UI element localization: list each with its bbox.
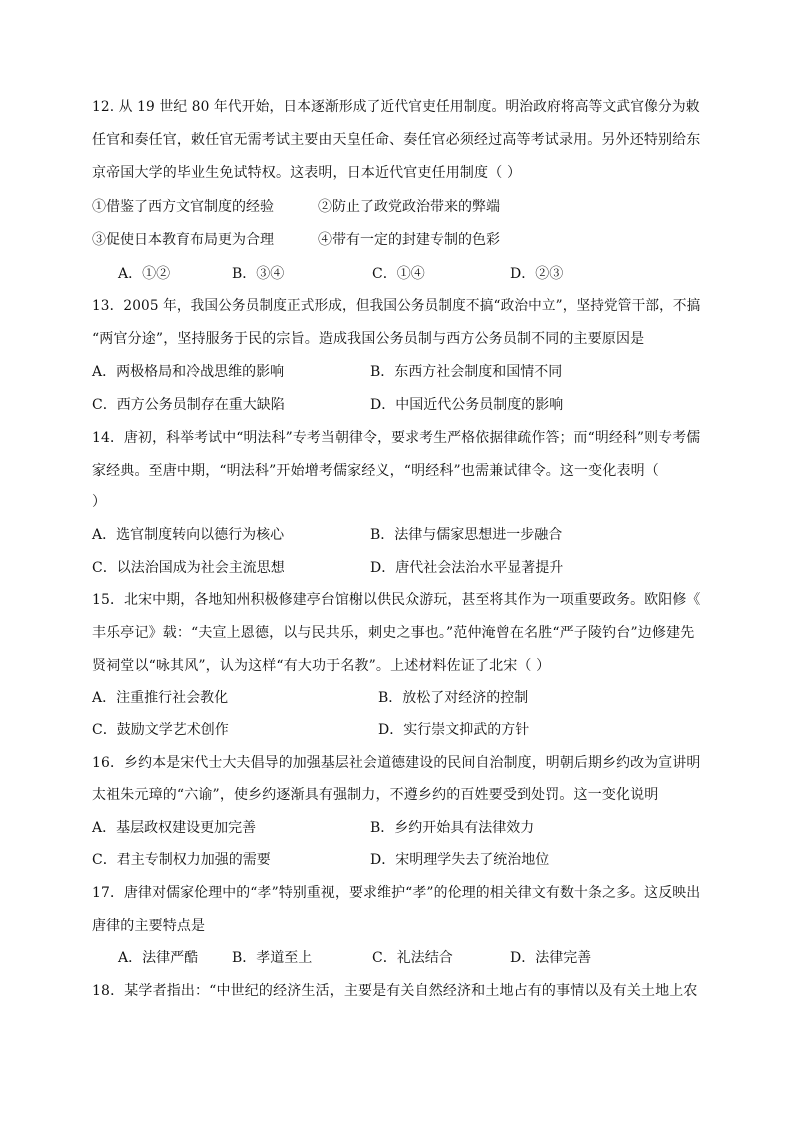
q12-item-3: ③促使日本教育布局更为合理 xyxy=(92,232,274,248)
q14-option-b[interactable]: B．法律与儒家思想进一步融合 xyxy=(370,527,563,543)
q15-option-a[interactable]: A．注重推行社会教化 xyxy=(92,690,229,706)
q17-option-b[interactable]: B．孝道至上 xyxy=(232,950,313,966)
q12-option-c[interactable]: C．①④ xyxy=(372,266,425,282)
q13-option-a[interactable]: A．两极格局和冷战思维的影响 xyxy=(92,364,285,380)
q12-option-d[interactable]: D．②③ xyxy=(510,266,564,282)
q14-option-d[interactable]: D．唐代社会法治水平显著提升 xyxy=(370,560,564,576)
q17-stem-line-2: 唐律的主要特点是 xyxy=(92,918,206,934)
q13-option-d[interactable]: D．中国近代公务员制度的影响 xyxy=(370,397,564,413)
q17-option-c[interactable]: C．礼法结合 xyxy=(372,950,453,966)
q12-stem-line-3: 京帝国大学的毕业生免试特权。这表明，日本近代官吏任用制度（ ） xyxy=(92,165,522,181)
q16-option-d[interactable]: D．宋明理学失去了统治地位 xyxy=(370,852,550,868)
q16-stem-line-1: 16．乡约本是宋代士大夫倡导的加强基层社会道德建设的民间自治制度，明朝后期乡约改为宣讲明 xyxy=(92,755,701,771)
q12-item-4: ④带有一定的封建专制的色彩 xyxy=(318,232,500,248)
q12-item-2: ②防止了政党政治带来的弊端 xyxy=(318,199,500,215)
q15-stem-line-2: 丰乐亭记》载：“夫宣上恩德，以与民共乐，刺史之事也。”范仲淹曾在名胜“严子陵钓台”边修建先 xyxy=(92,625,695,641)
q17-stem-line-1: 17．唐律对儒家伦理中的“孝”特别重视，要求维护“孝”的伦理的相关律文有数十条之多。这反映出 xyxy=(92,885,701,901)
q12-stem-line-2: 任官和奏任官，敕任官无需考试主要由天皇任命、奏任官必须经过高等考试录用。另外还特别给东 xyxy=(92,132,701,148)
q17-option-d[interactable]: D．法律完善 xyxy=(510,950,592,966)
q12-option-b[interactable]: B．③④ xyxy=(232,266,285,282)
q15-option-c[interactable]: C．鼓励文学艺术创作 xyxy=(92,722,229,738)
q15-stem-line-1: 15．北宋中期，各地知州积极修建亭台馆榭以供民众游玩，甚至将其作为一项重要政务。欧阳修《 xyxy=(92,592,701,608)
q14-option-c[interactable]: C．以法治国成为社会主流思想 xyxy=(92,560,285,576)
q12-option-a[interactable]: A．①② xyxy=(118,266,171,282)
q15-stem-line-3: 贤祠堂以“咏其风”，认为这样“有大功于名教”。上述材料佐证了北宋（ ） xyxy=(92,658,551,674)
q16-stem-line-2: 太祖朱元璋的“六谕”，使乡约逐渐具有强制力，不遵乡约的百姓要受到处罚。这一变化说明 xyxy=(92,787,659,803)
q14-option-a[interactable]: A．选官制度转向以德行为核心 xyxy=(92,527,285,543)
q14-stem-line-1: 14．唐初，科举考试中“明法科”专考当朝律令，要求考生严格依据律疏作答；而“明经科”则专考儒 xyxy=(92,430,701,446)
q13-stem-line-1: 13．2005 年，我国公务员制度正式形成，但我国公务员制度不搞“政治中立”，坚持党管干部，不搞 xyxy=(92,298,701,314)
q16-option-a[interactable]: A．基层政权建设更加完善 xyxy=(92,820,257,836)
q12-item-1: ①借鉴了西方文官制度的经验 xyxy=(92,199,274,215)
q13-stem-line-2: “两官分途”，坚持服务于民的宗旨。造成我国公务员制与西方公务员制不同的主要原因是 xyxy=(92,331,645,347)
q13-option-c[interactable]: C．西方公务员制存在重大缺陷 xyxy=(92,397,285,413)
q14-stem-line-3: ） xyxy=(92,494,107,510)
q16-option-b[interactable]: B．乡约开始具有法律效力 xyxy=(370,820,535,836)
q17-option-a[interactable]: A．法律严酷 xyxy=(118,950,199,966)
q15-option-d[interactable]: D．实行崇文抑武的方针 xyxy=(378,722,530,738)
q18-stem-line-1: 18．某学者指出：“中世纪的经济生活，主要是有关自然经济和土地占有的事情以及有关土地上农 xyxy=(92,983,698,999)
q15-option-b[interactable]: B．放松了对经济的控制 xyxy=(378,690,529,706)
q14-stem-line-2: 家经典。至唐中期，“明法科”开始增考儒家经义，“明经科”也需兼试律令。这一变化表明（ xyxy=(92,463,659,479)
q13-option-b[interactable]: B．东西方社会制度和国情不同 xyxy=(370,364,563,380)
q12-stem-line-1: 12. 从 19 世纪 80 年代开始，日本逐渐形成了近代官吏任用制度。明治政府将高等文武官像分为敕 xyxy=(92,99,700,115)
q16-option-c[interactable]: C．君主专制权力加强的需要 xyxy=(92,852,271,868)
